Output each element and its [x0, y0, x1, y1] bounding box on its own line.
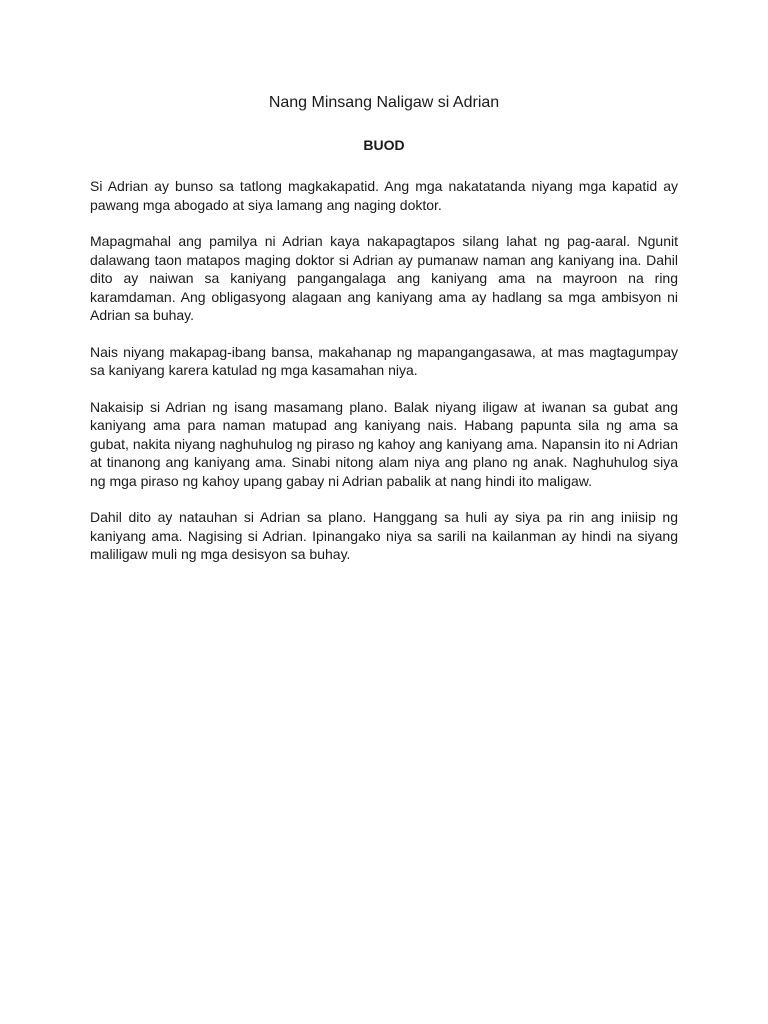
document-subtitle: BUOD	[363, 137, 405, 153]
document-title: Nang Minsang Naligaw si Adrian	[268, 94, 500, 111]
paragraph-1: Si Adrian ay bunso sa tatlong magkakapatid. Ang mga nakatatanda niyang mga kapatid ay pawang mga abogado at siya lamang ang naging doktor.	[90, 178, 678, 213]
document-body	[90, 177, 678, 582]
paragraph-4: Nakaisip si Adrian ng isang masamang plano. Balak niyang iligaw at iwanan sa gubat ang kaniyang ama para naman matupad ang kaniyang nais. Habang papunta sila ng ama sa gubat, nakita niyang naghuhulog ng piraso ng kahoy ang kaniyang ama. Napansin ito ni Adrian at tinanong ang kaniyang ama. Sinabi nitong alam niya ang plano ng anak. Naghuhulog siya ng mga piraso ng kahoy upang gabay ni Adrian pabalik at nang hindi ito maligaw.	[90, 398, 678, 489]
paragraph-2: Mapagmahal ang pamilya ni Adrian kaya nakapagtapos silang lahat ng pag-aaral. Ngunit dalawang taon matapos maging doktor si Adrian ay pumanaw naman ang kaniyang ina. Dahil dito ay naiwan sa kaniyang pangangalaga ang kaniyang ama na mayroon na ring karamdaman. Ang obligasyong alagaan ang kaniyang ama ay hadlang sa mga ambisyon ni Adrian sa buhay.	[90, 233, 678, 323]
paragraph-3: Nais niyang makapag-ibang bansa, makahanap ng mapangangasawa, at mas magtagumpay sa kaniyang karera katulad ng mga kasamahan niya.	[90, 343, 678, 378]
paragraph-5: Dahil dito ay natauhan si Adrian sa plano. Hanggang sa huli ay siya pa rin ang iniisip ng kaniyang ama. Nagising si Adrian. Ipinangako niya sa sarili na kailanman ay hindi na siyang maliligaw muli ng mga desisyon sa buhay.	[90, 509, 678, 562]
